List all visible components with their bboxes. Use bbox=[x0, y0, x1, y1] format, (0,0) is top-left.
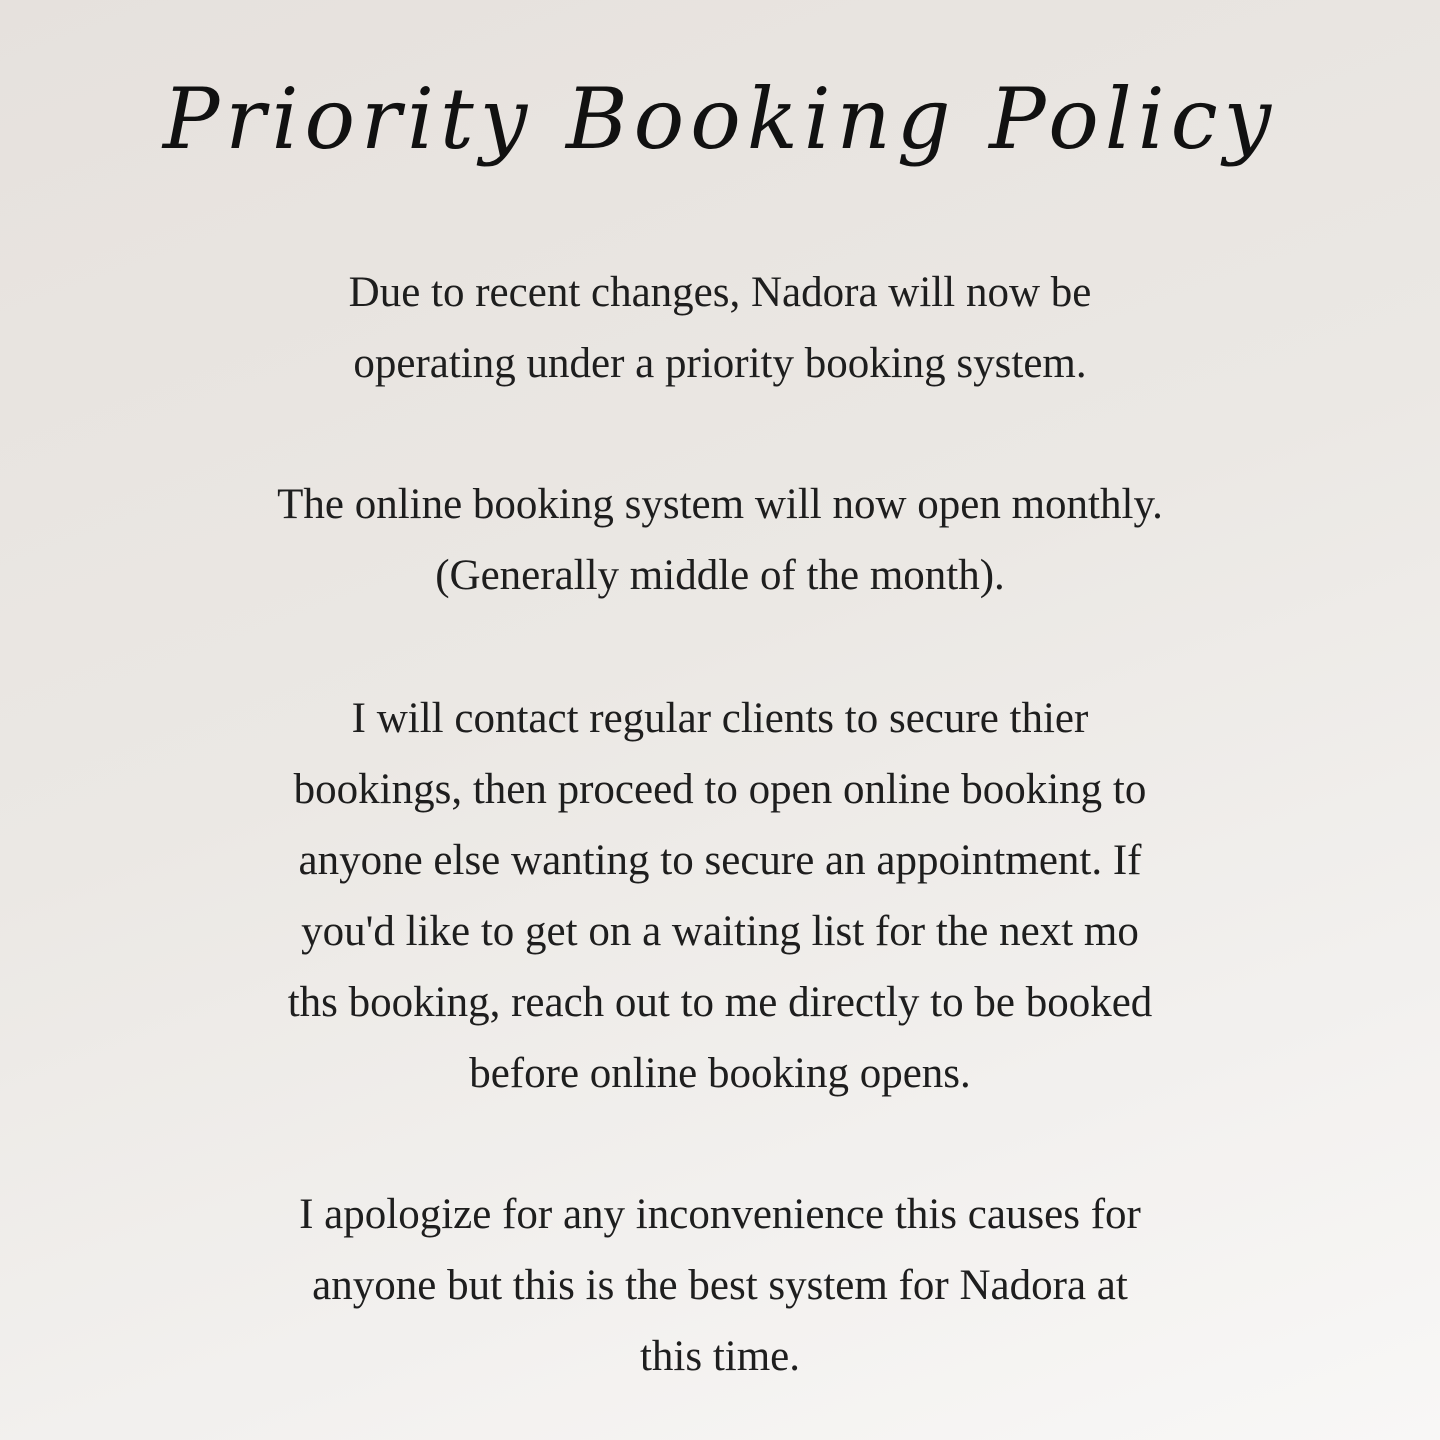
paragraph-line: I apologize for any inconvenience this causes for bbox=[299, 1191, 1141, 1238]
paragraph-line: anyone but this is the best system for Nadora at bbox=[312, 1262, 1128, 1309]
paragraph-regular-clients bbox=[150, 683, 1290, 1109]
paragraph-line: The online booking system will now open monthly. bbox=[277, 481, 1163, 528]
paragraph-line: operating under a priority booking system. bbox=[353, 340, 1087, 387]
paragraph-apology bbox=[150, 1179, 1290, 1392]
page-title: Priority Booking Policy bbox=[162, 70, 1278, 168]
paragraph-line: before online booking opens. bbox=[469, 1050, 971, 1097]
paragraph-line: bookings, then proceed to open online booking to bbox=[293, 766, 1147, 813]
paragraph-line: ths booking, reach out to me directly to be booked bbox=[287, 979, 1153, 1026]
paragraph-line: you'd like to get on a waiting list for the next mo bbox=[301, 908, 1139, 955]
paragraph-line: Due to recent changes, Nadora will now be bbox=[348, 269, 1092, 316]
paragraph-line: I will contact regular clients to secure thier bbox=[351, 695, 1089, 742]
paragraph-line: anyone else wanting to secure an appointment. If bbox=[298, 837, 1142, 884]
paragraph-line: this time. bbox=[639, 1333, 801, 1380]
paragraph-booking-system bbox=[150, 257, 1290, 399]
paragraph-monthly-opening bbox=[150, 469, 1290, 611]
paragraph-line: (Generally middle of the month). bbox=[435, 552, 1005, 599]
